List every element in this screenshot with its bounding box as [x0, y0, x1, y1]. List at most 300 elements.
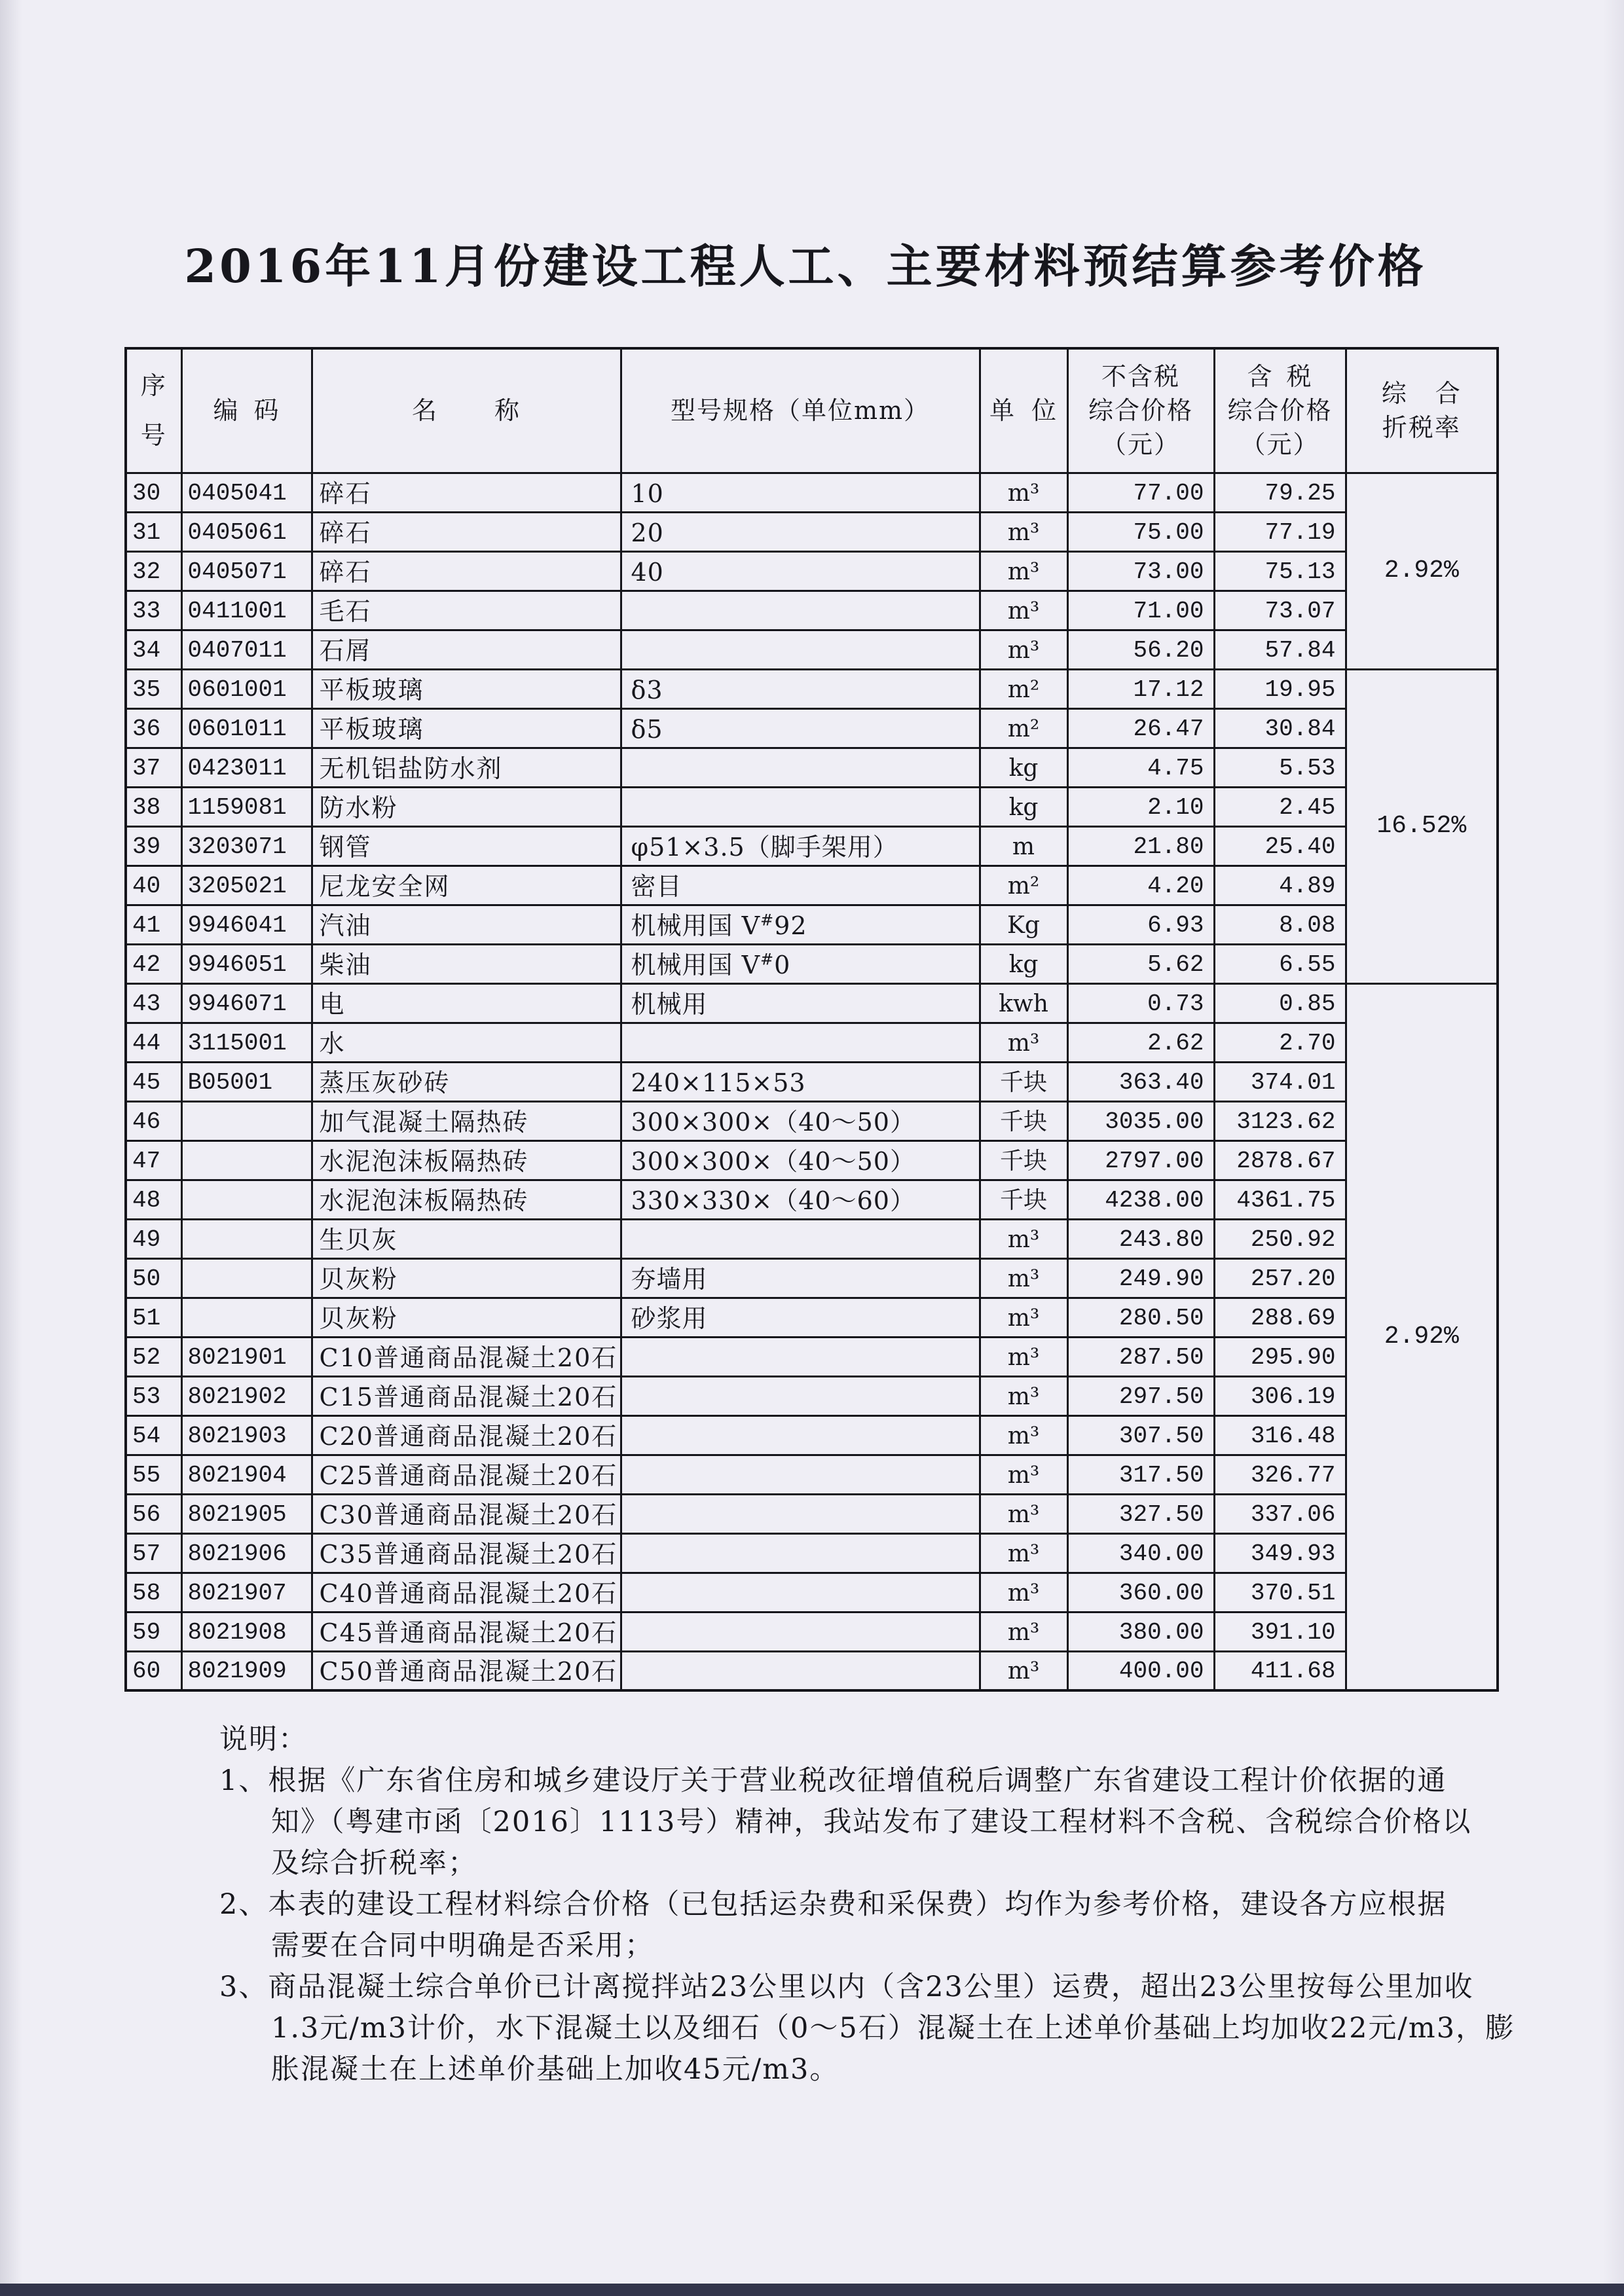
cell-unit: m³ [980, 473, 1067, 512]
cell-unit: m [980, 826, 1067, 866]
note-text: 本表的建设工程材料综合价格（已包括运杂费和采保费）均作为参考价格，建设各方应根据 [268, 1888, 1447, 1921]
table-row [126, 1415, 1498, 1455]
cell-price-ex-tax: 307.50 [1067, 1415, 1214, 1455]
table-row [126, 1062, 1498, 1101]
cell-code: 0407011 [181, 630, 312, 669]
cell-seq: 49 [126, 1219, 181, 1258]
cell-price-inc-tax: 326.77 [1214, 1455, 1346, 1494]
cell-code: 8021905 [181, 1494, 312, 1533]
cell-unit: m³ [980, 591, 1067, 630]
cell-spec: φ51×3.5（脚手架用） [621, 826, 980, 866]
table-row [126, 1612, 1498, 1651]
header-price-ex-tax [1067, 348, 1214, 473]
table-row [126, 983, 1498, 1023]
cell-price-ex-tax: 380.00 [1067, 1612, 1214, 1651]
cell-code: 8021909 [181, 1651, 312, 1690]
cell-code [181, 1101, 312, 1140]
cell-name: 水泥泡沫板隔热砖 [312, 1140, 621, 1180]
note-line [219, 2008, 1515, 2049]
cell-name: C10普通商品混凝土20石 [312, 1337, 621, 1376]
cell-seq: 34 [126, 630, 181, 669]
note-text: 胀混凝土在上述单价基础上加收45元/m3。 [271, 2053, 840, 2086]
cell-spec: 40 [621, 551, 980, 591]
cell-price-ex-tax: 297.50 [1067, 1376, 1214, 1415]
cell-price-ex-tax: 249.90 [1067, 1258, 1214, 1298]
cell-price-ex-tax: 2.62 [1067, 1023, 1214, 1062]
scan-right-shadow [1603, 0, 1624, 2296]
price-table [124, 347, 1499, 1692]
cell-price-inc-tax: 5.53 [1214, 748, 1346, 787]
cell-spec [621, 787, 980, 826]
cell-spec [621, 944, 980, 983]
cell-code: 8021904 [181, 1455, 312, 1494]
cell-unit: 千块 [980, 1180, 1067, 1219]
table-row [126, 1337, 1498, 1376]
cell-seq: 43 [126, 983, 181, 1023]
cell-price-inc-tax: 25.40 [1214, 826, 1346, 866]
cell-name: 防水粉 [312, 787, 621, 826]
cell-code: 8021903 [181, 1415, 312, 1455]
cell-name: C35普通商品混凝土20石 [312, 1533, 621, 1573]
table-row [126, 669, 1498, 708]
cell-seq: 37 [126, 748, 181, 787]
cell-price-inc-tax: 391.10 [1214, 1612, 1346, 1651]
table-row [126, 1573, 1498, 1612]
cell-spec [621, 1573, 980, 1612]
cell-spec: δ3 [621, 669, 980, 708]
cell-price-inc-tax: 411.68 [1214, 1651, 1346, 1690]
cell-price-inc-tax: 306.19 [1214, 1376, 1346, 1415]
table-row [126, 1494, 1498, 1533]
cell-seq: 54 [126, 1415, 181, 1455]
table-row [126, 787, 1498, 826]
cell-unit: 千块 [980, 1140, 1067, 1180]
cell-seq: 31 [126, 512, 181, 551]
cell-spec: 300×300×（40～50） [621, 1101, 980, 1140]
cell-price-ex-tax: 4.20 [1067, 866, 1214, 905]
cell-code [181, 1140, 312, 1180]
cell-price-inc-tax: 288.69 [1214, 1298, 1346, 1337]
table-row [126, 630, 1498, 669]
header-price-ex-tax-line: 综合价格 [1088, 396, 1193, 426]
cell-name: 无机铝盐防水剂 [312, 748, 621, 787]
cell-name: 水 [312, 1023, 621, 1062]
cell-code: 1159081 [181, 787, 312, 826]
cell-spec: 密目 [621, 866, 980, 905]
cell-spec: δ5 [621, 708, 980, 748]
cell-price-ex-tax: 3035.00 [1067, 1101, 1214, 1140]
cell-code: 8021908 [181, 1612, 312, 1651]
cell-price-ex-tax: 400.00 [1067, 1651, 1214, 1690]
note-line [219, 1802, 1496, 1843]
cell-price-ex-tax: 6.93 [1067, 905, 1214, 944]
cell-code: 3203071 [181, 826, 312, 866]
cell-seq: 57 [126, 1533, 181, 1573]
cell-code: 8021907 [181, 1573, 312, 1612]
note-text: 商品混凝土综合单价已计离搅拌站23公里以内（含23公里）运费，超出23公里按每公里加收 [268, 1971, 1474, 2003]
cell-code: 0423011 [181, 748, 312, 787]
cell-code: 0411001 [181, 591, 312, 630]
note-item-2 [219, 1884, 1496, 1967]
cell-spec: 300×300×（40～50） [621, 1140, 980, 1180]
notes [219, 1719, 1515, 2090]
cell-spec [621, 1415, 980, 1455]
cell-unit: Kg [980, 905, 1067, 944]
cell-code: 8021902 [181, 1376, 312, 1415]
cell-spec: 10 [621, 473, 980, 512]
cell-spec [621, 905, 980, 944]
table-row [126, 1219, 1498, 1258]
cell-seq: 47 [126, 1140, 181, 1180]
cell-code: 9946051 [181, 944, 312, 983]
cell-spec [621, 1612, 980, 1651]
cell-spec: 夯墙用 [621, 1258, 980, 1298]
note-text: 及综合折税率； [271, 1847, 477, 1880]
cell-code: 0405071 [181, 551, 312, 591]
table-row [126, 905, 1498, 944]
cell-price-inc-tax: 257.20 [1214, 1258, 1346, 1298]
cell-seq: 60 [126, 1651, 181, 1690]
cell-unit: m³ [980, 551, 1067, 591]
cell-name: C40普通商品混凝土20石 [312, 1573, 621, 1612]
cell-name: C50普通商品混凝土20石 [312, 1651, 621, 1690]
cell-price-ex-tax: 5.62 [1067, 944, 1214, 983]
table-row [126, 1258, 1498, 1298]
header-unit: 单 位 [980, 348, 1067, 473]
cell-unit: 千块 [980, 1062, 1067, 1101]
table-row [126, 1180, 1498, 1219]
header-seq [126, 348, 181, 473]
cell-unit: m³ [980, 1612, 1067, 1651]
table-row [126, 826, 1498, 866]
cell-price-inc-tax: 6.55 [1214, 944, 1346, 983]
cell-seq: 58 [126, 1573, 181, 1612]
header-price-inc-tax-line: （元） [1240, 430, 1320, 460]
cell-seq: 33 [126, 591, 181, 630]
table-row [126, 591, 1498, 630]
cell-code: 3115001 [181, 1023, 312, 1062]
cell-price-ex-tax: 243.80 [1067, 1219, 1214, 1258]
cell-spec [621, 630, 980, 669]
cell-code [181, 1258, 312, 1298]
cell-seq: 55 [126, 1455, 181, 1494]
header-spec: 型号规格（单位mm） [621, 348, 980, 473]
cell-price-ex-tax: 75.00 [1067, 512, 1214, 551]
cell-price-inc-tax: 3123.62 [1214, 1101, 1346, 1140]
cell-spec [621, 1651, 980, 1690]
cell-seq: 56 [126, 1494, 181, 1533]
cell-price-ex-tax: 56.20 [1067, 630, 1214, 669]
table-row [126, 944, 1498, 983]
table-row [126, 1298, 1498, 1337]
header-tax-rate [1346, 348, 1498, 473]
table-row [126, 1651, 1498, 1690]
table-row [126, 708, 1498, 748]
spec-superscript: # [760, 910, 775, 929]
cell-name: 柴油 [312, 944, 621, 983]
cell-spec [621, 1533, 980, 1573]
cell-name: 碎石 [312, 512, 621, 551]
cell-name: 蒸压灰砂砖 [312, 1062, 621, 1101]
cell-price-ex-tax: 17.12 [1067, 669, 1214, 708]
cell-name: 平板玻璃 [312, 669, 621, 708]
scan-left-shadow [0, 0, 22, 2296]
spec-superscript: # [760, 949, 775, 968]
cell-unit: m³ [980, 1651, 1067, 1690]
cell-code: 0601001 [181, 669, 312, 708]
cell-price-inc-tax: 337.06 [1214, 1494, 1346, 1533]
cell-price-ex-tax: 73.00 [1067, 551, 1214, 591]
cell-spec: 机械用 [621, 983, 980, 1023]
cell-price-inc-tax: 0.85 [1214, 983, 1346, 1023]
cell-seq: 53 [126, 1376, 181, 1415]
note-number: 2、 [219, 1888, 268, 1921]
cell-code: 0405041 [181, 473, 312, 512]
cell-unit: kg [980, 787, 1067, 826]
cell-price-ex-tax: 21.80 [1067, 826, 1214, 866]
cell-unit: 千块 [980, 1101, 1067, 1140]
cell-seq: 35 [126, 669, 181, 708]
cell-spec [621, 748, 980, 787]
table-row [126, 1140, 1498, 1180]
note-line [219, 1967, 1496, 2008]
cell-price-ex-tax: 360.00 [1067, 1573, 1214, 1612]
cell-code: 9946071 [181, 983, 312, 1023]
cell-spec: 330×330×（40～60） [621, 1180, 980, 1219]
note-text: 1.3元/m3计价，水下混凝土以及细石（0～5石）混凝土在上述单价基础上均加收22元/m3，膨 [271, 2012, 1515, 2045]
cell-seq: 45 [126, 1062, 181, 1101]
cell-code: 8021901 [181, 1337, 312, 1376]
cell-price-ex-tax: 287.50 [1067, 1337, 1214, 1376]
table-row [126, 866, 1498, 905]
note-line [219, 1843, 1496, 1884]
header-price-ex-tax-line: 不含税 [1101, 362, 1180, 392]
cell-name: 贝灰粉 [312, 1298, 621, 1337]
cell-seq: 32 [126, 551, 181, 591]
cell-code: 3205021 [181, 866, 312, 905]
cell-price-ex-tax: 77.00 [1067, 473, 1214, 512]
cell-seq: 39 [126, 826, 181, 866]
cell-unit: kg [980, 748, 1067, 787]
document-body [124, 347, 1515, 2090]
cell-unit: m³ [980, 1455, 1067, 1494]
cell-tax-rate: 2.92% [1346, 983, 1498, 1690]
cell-price-inc-tax: 2.70 [1214, 1023, 1346, 1062]
cell-unit: m² [980, 669, 1067, 708]
cell-unit: m³ [980, 1023, 1067, 1062]
cell-spec [621, 1219, 980, 1258]
cell-spec [621, 591, 980, 630]
cell-unit: m³ [980, 1533, 1067, 1573]
cell-price-inc-tax: 370.51 [1214, 1573, 1346, 1612]
cell-price-inc-tax: 30.84 [1214, 708, 1346, 748]
note-number: 3、 [219, 1971, 268, 2003]
table-row [126, 512, 1498, 551]
cell-price-inc-tax: 8.08 [1214, 905, 1346, 944]
cell-unit: m³ [980, 1494, 1067, 1533]
cell-code: 8021906 [181, 1533, 312, 1573]
cell-price-inc-tax: 4361.75 [1214, 1180, 1346, 1219]
cell-seq: 40 [126, 866, 181, 905]
table-row [126, 1376, 1498, 1415]
note-item-3 [219, 1967, 1515, 2090]
cell-price-ex-tax: 26.47 [1067, 708, 1214, 748]
cell-price-inc-tax: 79.25 [1214, 473, 1346, 512]
cell-price-inc-tax: 2878.67 [1214, 1140, 1346, 1180]
cell-unit: m³ [980, 1573, 1067, 1612]
cell-name: 贝灰粉 [312, 1258, 621, 1298]
table-row [126, 551, 1498, 591]
table-row [126, 1101, 1498, 1140]
cell-seq: 51 [126, 1298, 181, 1337]
cell-seq: 36 [126, 708, 181, 748]
spec-suffix: 92 [774, 911, 807, 940]
cell-price-inc-tax: 75.13 [1214, 551, 1346, 591]
cell-price-inc-tax: 349.93 [1214, 1533, 1346, 1573]
cell-seq: 41 [126, 905, 181, 944]
cell-seq: 30 [126, 473, 181, 512]
spec-suffix: 0 [774, 950, 791, 979]
cell-price-ex-tax: 280.50 [1067, 1298, 1214, 1337]
header-tax-rate-line: 综 合 [1381, 379, 1462, 409]
cell-name: 汽油 [312, 905, 621, 944]
table-row [126, 748, 1498, 787]
cell-tax-rate: 2.92% [1346, 473, 1498, 669]
cell-unit: m³ [980, 1415, 1067, 1455]
cell-spec [621, 1455, 980, 1494]
header-name: 名 称 [312, 348, 621, 473]
cell-code: 9946041 [181, 905, 312, 944]
cell-price-ex-tax: 4.75 [1067, 748, 1214, 787]
note-number: 1、 [219, 1764, 268, 1797]
table-row [126, 1533, 1498, 1573]
scan-bottom-edge [0, 2284, 1624, 2296]
cell-spec: 砂浆用 [621, 1298, 980, 1337]
cell-price-ex-tax: 0.73 [1067, 983, 1214, 1023]
header-price-inc-tax [1214, 348, 1346, 473]
cell-price-inc-tax: 19.95 [1214, 669, 1346, 708]
header-price-inc-tax-line: 综合价格 [1227, 396, 1333, 426]
cell-seq: 52 [126, 1337, 181, 1376]
cell-spec [621, 1376, 980, 1415]
cell-name: 加气混凝土隔热砖 [312, 1101, 621, 1140]
cell-name: 碎石 [312, 473, 621, 512]
cell-price-inc-tax: 316.48 [1214, 1415, 1346, 1455]
cell-code: 0601011 [181, 708, 312, 748]
cell-price-ex-tax: 2797.00 [1067, 1140, 1214, 1180]
cell-price-inc-tax: 73.07 [1214, 591, 1346, 630]
cell-name: 石屑 [312, 630, 621, 669]
cell-name: 生贝灰 [312, 1219, 621, 1258]
cell-price-ex-tax: 4238.00 [1067, 1180, 1214, 1219]
cell-tax-rate: 16.52% [1346, 669, 1498, 983]
header-seq-line: 号 [140, 421, 167, 450]
table-row [126, 1023, 1498, 1062]
cell-seq: 44 [126, 1023, 181, 1062]
cell-spec: 240×115×53 [621, 1062, 980, 1101]
cell-price-inc-tax: 77.19 [1214, 512, 1346, 551]
note-text: 根据《广东省住房和城乡建设厅关于营业税改征增值税后调整广东省建设工程计价依据的通 [268, 1764, 1447, 1797]
page-title: 2016年11月份建设工程人工、主要材料预结算参考价格 [184, 239, 1427, 293]
cell-name: 平板玻璃 [312, 708, 621, 748]
note-text: 需要在合同中明确是否采用； [271, 1929, 654, 1962]
cell-name: 碎石 [312, 551, 621, 591]
cell-unit: m³ [980, 630, 1067, 669]
cell-price-inc-tax: 374.01 [1214, 1062, 1346, 1101]
cell-price-ex-tax: 327.50 [1067, 1494, 1214, 1533]
table-row [126, 473, 1498, 512]
cell-name: 水泥泡沫板隔热砖 [312, 1180, 621, 1219]
cell-name: 钢管 [312, 826, 621, 866]
cell-seq: 46 [126, 1101, 181, 1140]
cell-name: 尼龙安全网 [312, 866, 621, 905]
note-item-1 [219, 1760, 1496, 1884]
spec-text: 机械用国 V [631, 911, 761, 940]
note-line [219, 1925, 1496, 1967]
cell-name: C45普通商品混凝土20石 [312, 1612, 621, 1651]
header-tax-rate-line: 折税率 [1382, 413, 1461, 443]
cell-unit: m³ [980, 1219, 1067, 1258]
cell-name: C15普通商品混凝土20石 [312, 1376, 621, 1415]
cell-price-ex-tax: 71.00 [1067, 591, 1214, 630]
cell-code: B05001 [181, 1062, 312, 1101]
cell-code [181, 1180, 312, 1219]
header-code: 编 码 [181, 348, 312, 473]
cell-price-ex-tax: 2.10 [1067, 787, 1214, 826]
cell-unit: m³ [980, 1376, 1067, 1415]
cell-name: C20普通商品混凝土20石 [312, 1415, 621, 1455]
cell-spec [621, 1023, 980, 1062]
header-seq-line: 序 [140, 371, 167, 401]
cell-unit: kg [980, 944, 1067, 983]
cell-unit: m² [980, 708, 1067, 748]
cell-unit: m³ [980, 512, 1067, 551]
cell-unit: m² [980, 866, 1067, 905]
cell-price-inc-tax: 2.45 [1214, 787, 1346, 826]
cell-code: 0405061 [181, 512, 312, 551]
cell-name: 电 [312, 983, 621, 1023]
cell-price-inc-tax: 295.90 [1214, 1337, 1346, 1376]
header-price-ex-tax-line: （元） [1101, 430, 1180, 460]
note-line [219, 2049, 1496, 2090]
cell-seq: 50 [126, 1258, 181, 1298]
cell-seq: 38 [126, 787, 181, 826]
note-line [219, 1884, 1496, 1925]
cell-name: 毛石 [312, 591, 621, 630]
cell-seq: 59 [126, 1612, 181, 1651]
cell-unit: kwh [980, 983, 1067, 1023]
note-text: 知》（粤建市函〔2016〕1113号）精神，我站发布了建设工程材料不含税、含税综合价格以 [271, 1806, 1472, 1838]
table-row [126, 1455, 1498, 1494]
note-line [219, 1760, 1496, 1802]
cell-spec [621, 1494, 980, 1533]
header-price-inc-tax-line: 含 税 [1247, 362, 1313, 392]
cell-price-ex-tax: 317.50 [1067, 1455, 1214, 1494]
notes-heading: 说明： [219, 1723, 308, 1756]
spec-text: 机械用国 V [631, 950, 761, 979]
cell-unit: m³ [980, 1258, 1067, 1298]
cell-name: C25普通商品混凝土20石 [312, 1455, 621, 1494]
cell-name: C30普通商品混凝土20石 [312, 1494, 621, 1533]
table-header-row [126, 348, 1498, 473]
cell-spec: 20 [621, 512, 980, 551]
cell-code [181, 1298, 312, 1337]
cell-price-inc-tax: 250.92 [1214, 1219, 1346, 1258]
cell-seq: 42 [126, 944, 181, 983]
cell-price-ex-tax: 340.00 [1067, 1533, 1214, 1573]
cell-price-inc-tax: 4.89 [1214, 866, 1346, 905]
cell-code [181, 1219, 312, 1258]
